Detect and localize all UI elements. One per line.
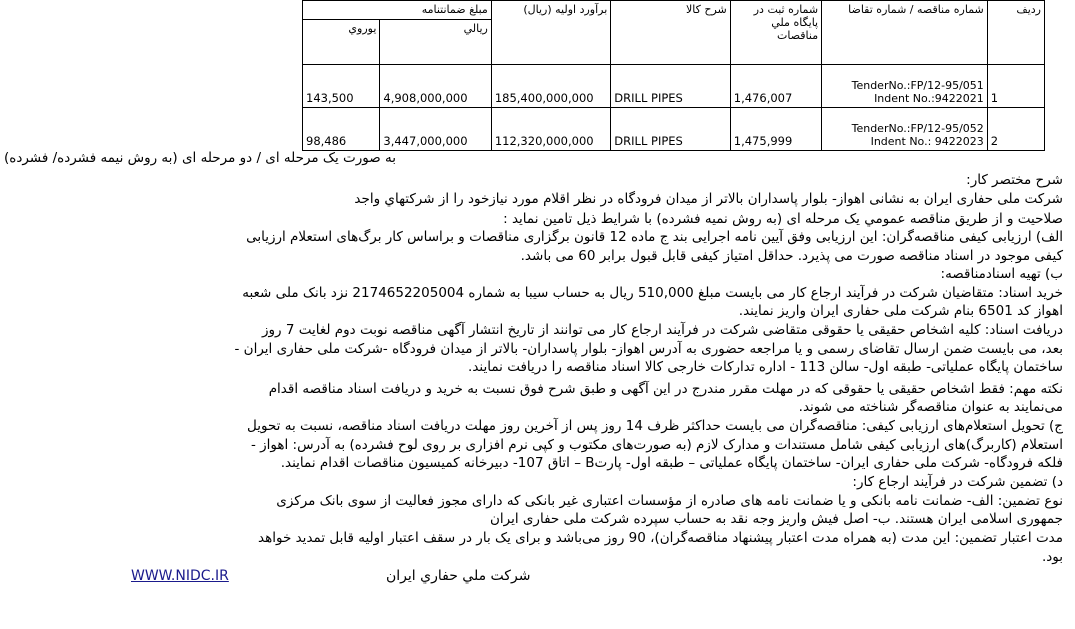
cell-item: DRILL PIPES: [611, 65, 730, 108]
paragraph-line: الف) ارزیابی کیفی مناقصه‌گران: این ارزیابی وفق آیین نامه اجرایی بند ج ماده 12 قانون برگزاری مناقصات و براساس کار برگ‌های استعلام ارزیابی: [246, 229, 1063, 245]
paragraph-line: بعد، می بایست ضمن ارسال تقاضای رسمی و یا مراجعه حضوری به آدرس اهواز- بلوار پاسداران- بالاتر از میدان فرودگاه -شرکت ملی حفاری ایران -: [234, 341, 1063, 357]
footer-organization: شركت ملي حفاري ايران: [386, 568, 531, 584]
indent-number: Indent No.: 9422023: [870, 135, 984, 148]
paragraph-line: نوع تضمین: الف- ضمانت نامه بانکی و یا ضمانت نامه های صادره از مؤسسات اعتباری غیر بانکی که دارای مجوز فعالیت از سوی بانک مرکزی: [276, 493, 1063, 509]
paragraph-line: نکته مهم: فقط اشخاص حقیقی یا حقوقی که در مهلت مقرر مندرج در این آگهی و طبق شرح فوق نسبت به خرید و دریافت اسناد مناقصه اقدام: [268, 381, 1063, 397]
section-heading-documents: ب) تهیه اسنادمناقصه:: [940, 266, 1063, 282]
cell-registry-no: 1,476,007: [730, 65, 821, 108]
tender-method: به صورت یک مرحله ای / دو مرحله ای (به روش نیمه فشرده/ فشرده): [4, 150, 396, 166]
paragraph-line: صلاحیت و از طریق مناقصه عمومي یک مرحله ای (به روش نمیه فشرده) با شرایط ذیل تامین نماید :: [503, 211, 1063, 227]
website-link[interactable]: WWW.NIDC.IR: [131, 568, 229, 584]
paragraph-line: خرید اسناد: متقاضیان شرکت در فرآیند ارجاع کار می بایست مبلغ 510,000 ریال به حساب سیبا به شماره 2174652205004 نزد بانک ملی شعبه: [242, 285, 1063, 301]
col-header-item: شرح کالا: [611, 1, 730, 65]
cell-guarantee-rial: 4,908,000,000: [380, 65, 491, 108]
section-heading-guarantee: د) تضمین شرکت در فرآیند ارجاع کار:: [852, 474, 1063, 490]
cell-registry-no: 1,475,999: [730, 108, 821, 151]
col-header-estimate: برآورد اولیه (ریال): [491, 1, 610, 65]
paragraph-line: ساختمان پایگاه عملیاتی- طبقه اول- سالن 113 - اداره تدارکات خارجی کالا اسناد مناقصه را دریافت نمایند.: [468, 359, 1063, 375]
col-header-guarantee: مبلغ ضمانتنامه: [303, 1, 492, 20]
col-header-guarantee-rial: ریالي: [380, 20, 491, 65]
paragraph-line: استعلام (کاربرگ)های ارزیابی کیفی شامل مستندات و مدارک لازم (به صورت‌های مکتوب و کپی نرم افزاری بر روی لوح فشرده) به آدرس: اهواز -: [250, 437, 1063, 453]
paragraph-line: اهواز کد 6501 بنام شرکت ملی حفاری ایران واریز نمایند.: [738, 303, 1063, 319]
table-row: [303, 65, 1045, 108]
paragraph-line: مدت اعتبار تضمین: این مدت (به همراه مدت اعتبار پیشنهاد مناقصه‌گران)، 90 روز می‌باشد و برای یک بار در سقف اعتبار اولیه قابل تمدید خواهد: [258, 530, 1063, 546]
col-header-registry-no: شماره ثبت در پایگاه ملي مناقصات: [730, 1, 821, 65]
section-heading-summary: شرح مختصر کار:: [966, 172, 1063, 188]
cell-tender-no: [822, 108, 988, 151]
cell-row-no: 1: [987, 65, 1044, 108]
cell-guarantee-euro: 143,500: [303, 65, 380, 108]
paragraph-line: فلکه فرودگاه- شرکت ملی حفاری ایران- ساختمان پایگاه عملیاتی – طبقه اول- پارتB – اتاق 107- دبیرخانه کمیسیون مناقصات اقدام نمایند.: [280, 455, 1063, 471]
indent-number: Indent No.:9422021: [874, 92, 984, 105]
cell-guarantee-euro: 98,486: [303, 108, 380, 151]
paragraph-line: جمهوری اسلامی ایران هستند. ب- اصل فیش واریز وجه نقد به حساب سپرده شرکت ملی حفاری ایران: [489, 511, 1063, 527]
cell-tender-no: [822, 65, 988, 108]
cell-estimate: 185,400,000,000: [491, 65, 610, 108]
col-header-row-no: ردیف: [987, 1, 1044, 65]
cell-row-no: 2: [987, 108, 1044, 151]
table-row: [303, 108, 1045, 151]
tender-number: TenderNo.:FP/12-95/052: [851, 122, 984, 135]
paragraph-line: بود.: [1041, 549, 1063, 565]
paragraph-line: دریافت اسناد: کلیه اشخاص حقیقی یا حقوقی متقاضی شرکت در فرآیند ارجاع کار می توانند از تاریخ انتشار آگهی مناقصه نوبت دوم لغایت 7 روز: [261, 322, 1063, 338]
tender-table: [302, 0, 1045, 151]
cell-guarantee-rial: 3,447,000,000: [380, 108, 491, 151]
paragraph-line: ج) تحویل استعلام‌های ارزیابی کیفی: مناقصه‌گران می بایست حداکثر ظرف 14 روز پس از آخرین روز مهلت دریافت اسناد مناقصه، نسبت به تحویل: [247, 418, 1063, 434]
tender-number: TenderNo.:FP/12-95/051: [851, 79, 984, 92]
paragraph-line: کیفی موجود در اسناد مناقصه صورت می پذیرد. حداقل امتیاز کیفی قابل قبول برابر 60 می باشد.: [520, 248, 1063, 264]
cell-estimate: 112,320,000,000: [491, 108, 610, 151]
paragraph-line: شرکت ملی حفاری ایران به نشانی اهواز- بلوار پاسداران بالاتر از میدان فرودگاه در نظر اقلام مورد نیازخود را از شرکتهاي واجد: [354, 191, 1063, 207]
col-header-guarantee-euro: یوروي: [303, 20, 380, 65]
paragraph-line: می‌نمایند به عنوان مناقصه‌گر شناخته می شوند.: [798, 399, 1063, 415]
col-header-tender-no: شماره مناقصه / شماره تقاضا: [822, 1, 988, 65]
cell-item: DRILL PIPES: [611, 108, 730, 151]
